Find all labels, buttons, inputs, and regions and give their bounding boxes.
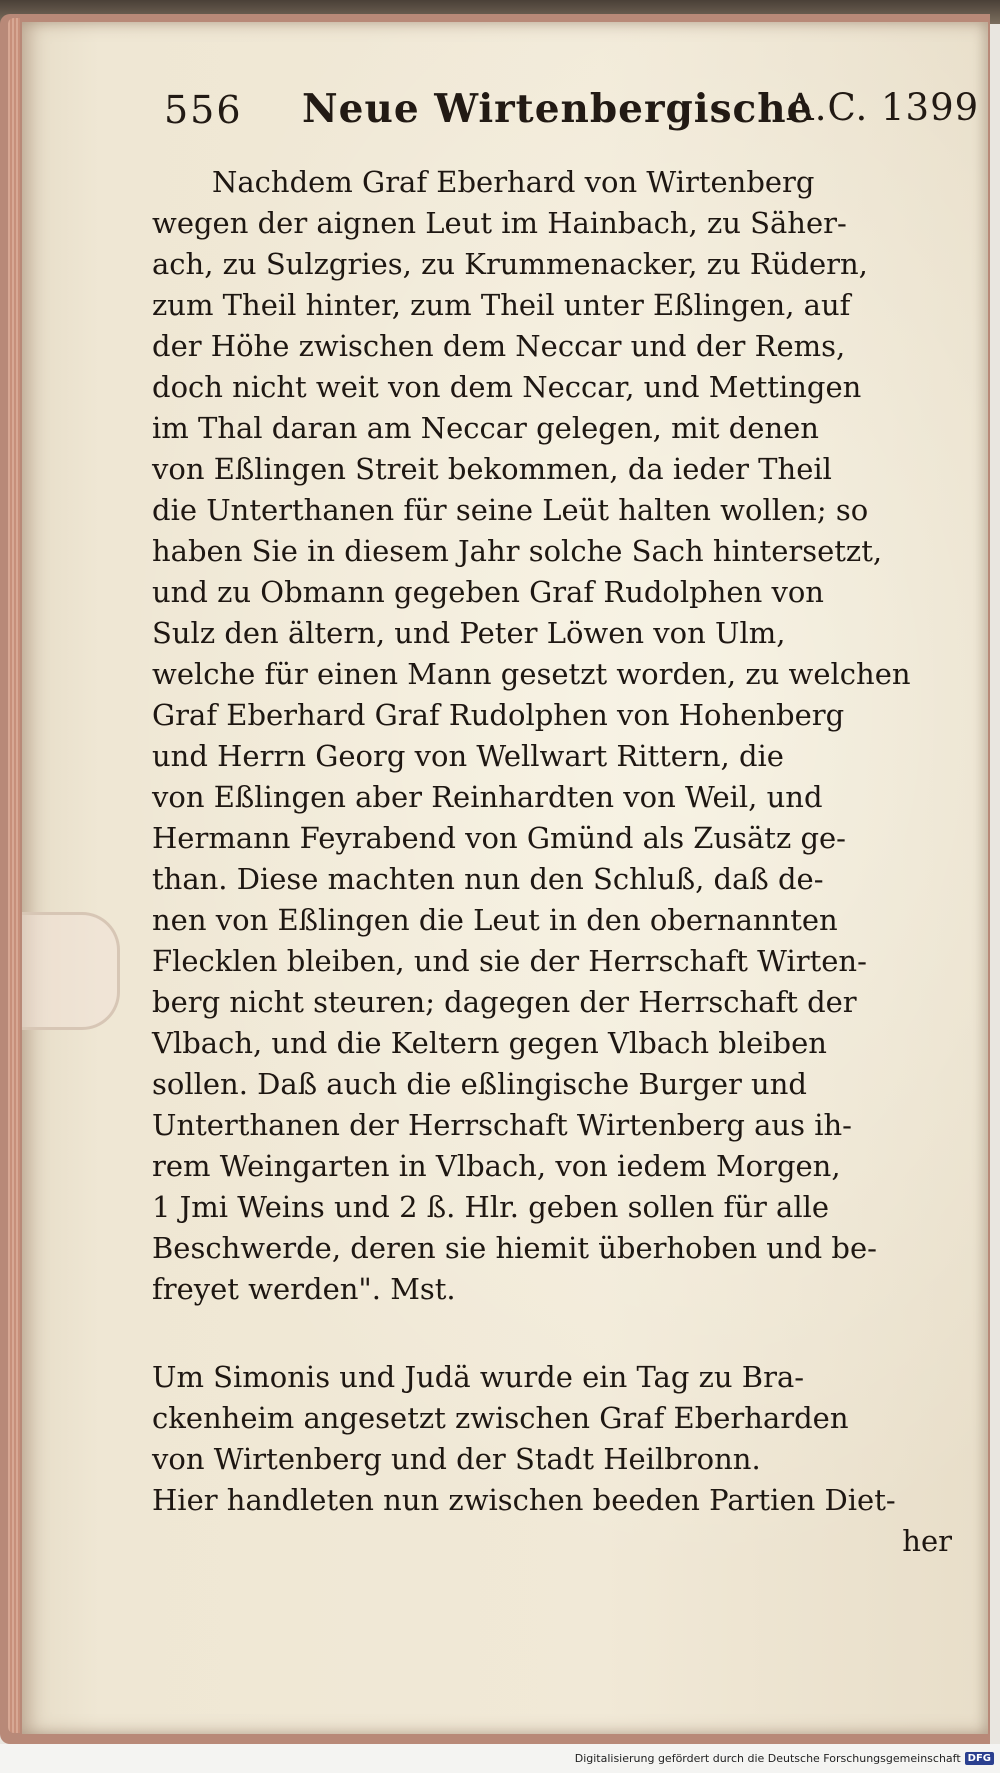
book-page	[22, 22, 988, 1734]
text-line: zum Theil hinter, zum Theil unter Eßlingen, auf	[152, 288, 851, 322]
body-text	[152, 165, 972, 1568]
text-line: der Höhe zwischen dem Neccar und der Rems,	[152, 329, 846, 363]
dfg-logo[interactable]: DFG	[965, 1752, 994, 1765]
page-number: 556	[164, 88, 243, 132]
text-line: 1 Jmi Weins und 2 ß. Hlr. geben sollen für alle	[152, 1190, 830, 1224]
running-title: Neue Wirtenbergische	[302, 86, 813, 132]
page-header	[142, 84, 982, 144]
text-line: ckenheim angesetzt zwischen Graf Eberharden	[152, 1401, 849, 1435]
text-line: Hier handleten nun zwischen beeden Partien Diet-	[152, 1483, 896, 1517]
page-tab	[22, 912, 120, 1030]
text-line: nen von Eßlingen die Leut in den obernannten	[152, 903, 838, 937]
text-line: und zu Obmann gegeben Graf Rudolphen von	[152, 575, 824, 609]
text-line: Sulz den ältern, und Peter Löwen von Ulm,	[152, 616, 786, 650]
text-line: Beschwerde, deren sie hiemit überhoben und be-	[152, 1231, 877, 1265]
text-line: haben Sie in diesem Jahr solche Sach hintersetzt,	[152, 534, 883, 568]
text-line: rem Weingarten in Vlbach, von iedem Morgen,	[152, 1149, 841, 1183]
catchword: her	[902, 1524, 952, 1558]
text-line: von Eßlingen Streit bekommen, da ieder Theil	[152, 452, 832, 486]
text-line: und Herrn Georg von Wellwart Rittern, die	[152, 739, 784, 773]
digitization-credit: Digitalisierung gefördert durch die Deutsche Forschungsgemeinschaft	[574, 1752, 961, 1765]
year-label: A.C. 1399	[787, 86, 980, 129]
text-line: Graf Eberhard Graf Rudolphen von Hohenberg	[152, 698, 845, 732]
text-line: doch nicht weit von dem Neccar, und Mettingen	[152, 370, 862, 404]
text-line: die Unterthanen für seine Leüt halten wollen; so	[152, 493, 869, 527]
text-line: berg nicht steuren; dagegen der Herrschaft der	[152, 985, 857, 1019]
text-line: Hermann Feyrabend von Gmünd als Zusätz ge-	[152, 821, 846, 855]
text-line: freyet werden". Mst.	[152, 1272, 456, 1306]
text-line: Unterthanen der Herrschaft Wirtenberg aus ih-	[152, 1108, 852, 1142]
text-line: Nachdem Graf Eberhard von Wirtenberg	[212, 165, 815, 199]
text-line: than. Diese machten nun den Schluß, daß de-	[152, 862, 824, 896]
paragraph-gap	[152, 1316, 972, 1363]
text-line: Um Simonis und Judä wurde ein Tag zu Bra-	[152, 1360, 805, 1394]
page-edges	[8, 18, 20, 1733]
text-line: sollen. Daß auch die eßlingische Burger und	[152, 1067, 807, 1101]
text-line: im Thal daran am Neccar gelegen, mit denen	[152, 411, 819, 445]
paragraph-2	[152, 1360, 972, 1568]
paragraph-1	[152, 165, 972, 1316]
text-line: Flecklen bleiben, und sie der Herrschaft Wirten-	[152, 944, 867, 978]
text-line: wegen der aignen Leut im Hainbach, zu Säher-	[152, 206, 847, 240]
text-line: ach, zu Sulzgries, zu Krummenacker, zu Rüdern,	[152, 247, 868, 281]
text-line: von Wirtenberg und der Stadt Heilbronn.	[152, 1442, 761, 1476]
footer	[575, 1752, 994, 1765]
text-line: von Eßlingen aber Reinhardten von Weil, und	[152, 780, 823, 814]
text-line: welche für einen Mann gesetzt worden, zu welchen	[152, 657, 911, 691]
text-line: Vlbach, und die Keltern gegen Vlbach bleiben	[152, 1026, 827, 1060]
